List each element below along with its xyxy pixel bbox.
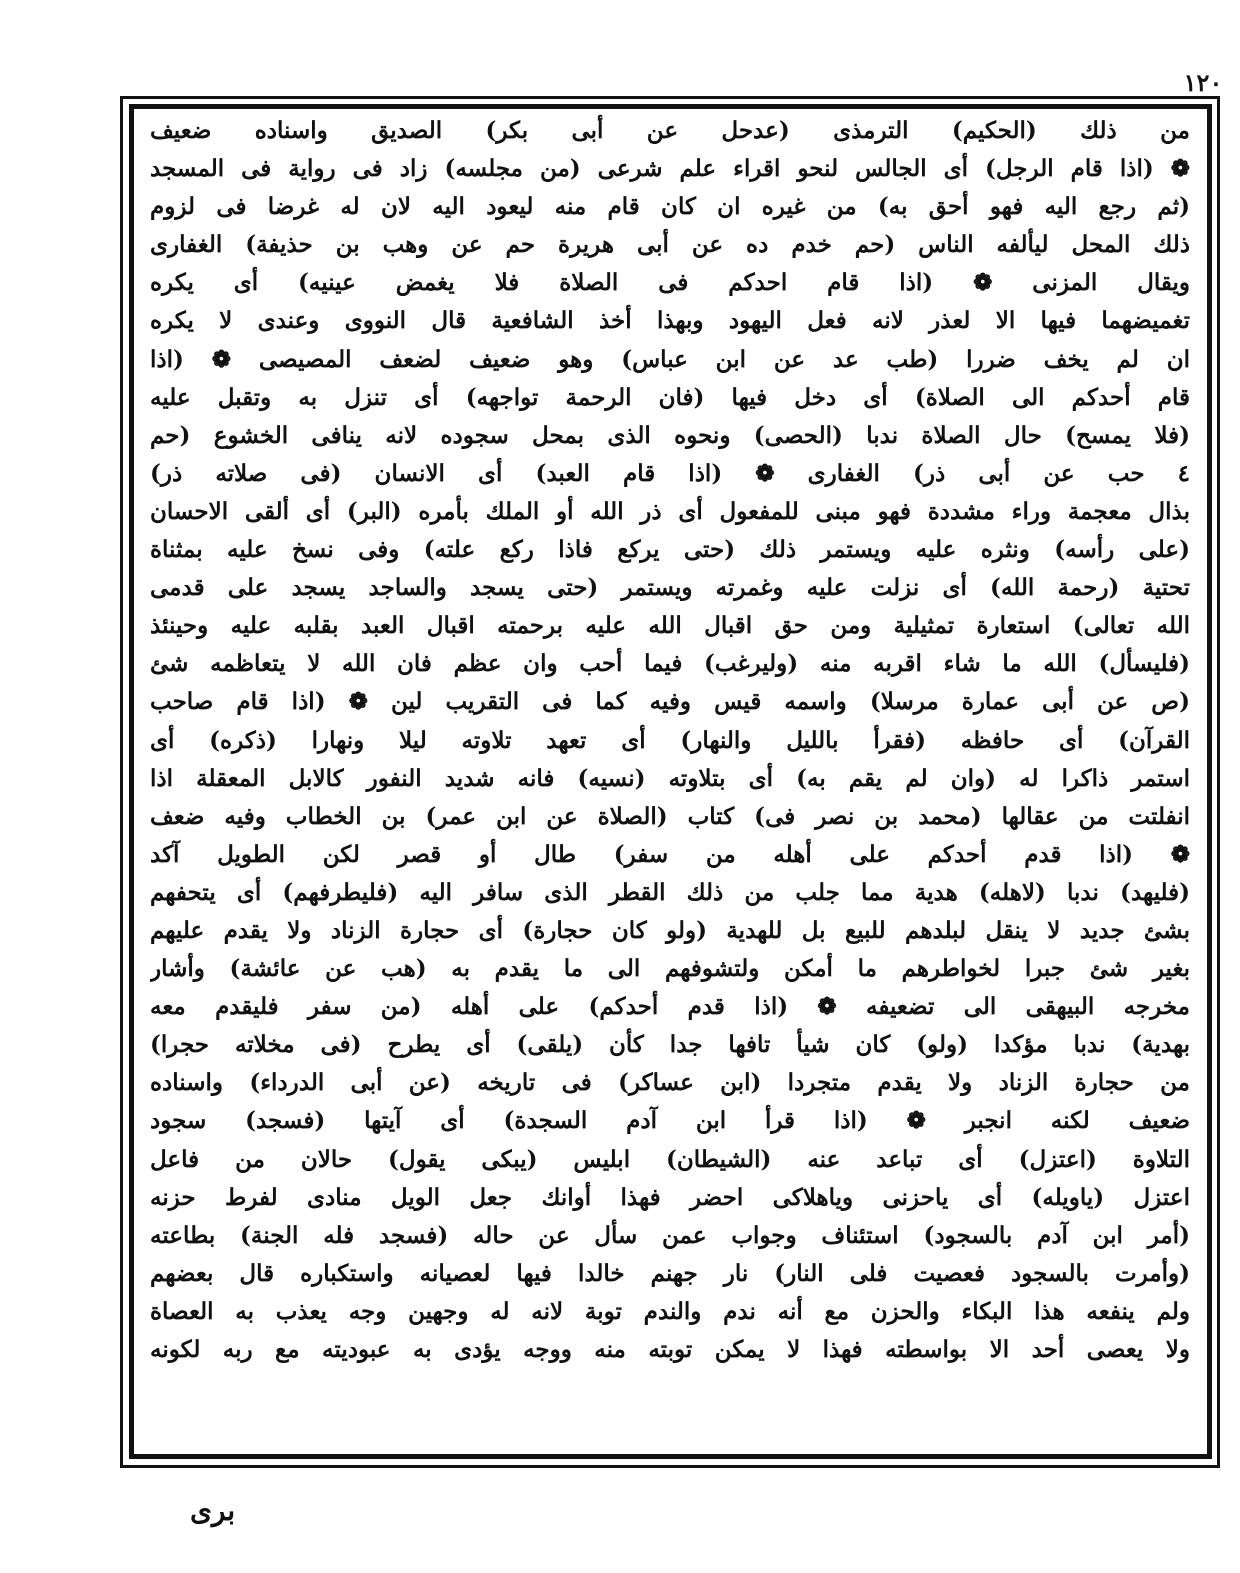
text-line: (وأمرت بالسجود فعصيت فلى النار) نار جهنم خالدا فيها لعصيانه واستكباره قال بعضهم xyxy=(150,1259,1190,1287)
text-line: (فليسأل) الله ما شاء اقربه منه (وليرغب) فيما أحب وان عظم فان الله لا يتعاظمه شئ xyxy=(150,650,1190,678)
text-line: بشئ جديد لا ينقل لبلدهم للبيع بل للهدية (ولو كان حجارة) أى حجارة الزناد ولا يقدم عليهم xyxy=(150,916,1190,944)
text-line: ٤ حب عن أبى ذر) الغفارى ❁ (اذا قام العبد) أى الانسان (فى صلاته ذر) xyxy=(150,459,1190,487)
text-line: ان لم يخف ضررا (طب عد عن ابن عباس) وهو ضعيف لضعف المصيصى ❁ (اذا xyxy=(150,345,1190,373)
text-line: بغير شئ جبرا لخواطرهم ما أمكن ولتشوفهم الى ما يقدم به (هب عن عائشة) وأشار xyxy=(150,955,1190,983)
text-line: ❁ (اذا قام الرجل) أى الجالس لنحو اقراء علم شرعى (من مجلسه) زاد فى رواية فى المسجد xyxy=(150,155,1190,183)
text-line: استمر ذاكرا له (وان لم يقم به) أى بتلاوته (نسيه) فانه شديد النفور كالابل المعقلة اذا xyxy=(150,764,1190,792)
text-line: تحتية (رحمة الله) أى نزلت عليه وغمرته ويستمر (حتى يسجد والساجد يسجد على قدمى xyxy=(150,574,1190,602)
text-line: مخرجه البيهقى الى تضعيفه ❁ (اذا قدم أحدكم) على أهله (من سفر فليقدم معه xyxy=(150,993,1190,1021)
text-line: ❁ (اذا قدم أحدكم على أهله من سفر) طال أو قصر لكن الطويل آكد xyxy=(150,840,1190,868)
text-line: الله تعالى) استعارة تمثيلية ومن حق اقبال الله عليه برحمته اقبال العبد بقلبه عليه وحينئذ xyxy=(150,612,1190,640)
text-line: ضعيف لكنه انجبر ❁ (اذا قرأ ابن آدم السجدة) أى آيتها (فسجد) سجود xyxy=(150,1107,1190,1135)
text-line: القرآن) أى حافظه (فقرأ بالليل والنهار) أى تعهد تلاوته ليلا ونهارا (ذكره) أى xyxy=(150,726,1190,754)
text-line: اعتزل (ياويله) أى ياحزنى وياهلاكى احضر فهذا أوانك جعل الويل منادى لفرط حزنه xyxy=(150,1183,1190,1211)
text-line: انفلتت من عقالها (محمد بن نصر فى) كتاب (الصلاة عن ابن عمر) بن الخطاب وفيه ضعف xyxy=(150,802,1190,830)
text-line: (فليهد) ندبا (لاهله) هدية مما جلب من ذلك القطر الذى سافر اليه (فليطرفهم) أى يتحفهم xyxy=(150,878,1190,906)
text-line: ويقال المزنى ❁ (اذا قام احدكم فى الصلاة فلا يغمض عينيه) أى يكره xyxy=(150,269,1190,297)
text-line: ولا يعصى أحد الا بواسطته فهذا لا يمكن توبته منه ووجه يؤدى به عبوديته مع ربه لكونه xyxy=(150,1336,1190,1363)
text-line: قام أحدكم الى الصلاة) أى دخل فيها (فان الرحمة تواجهه) أى تنزل به وتقبل عليه xyxy=(150,383,1190,411)
text-line: (على رأسه) ونثره عليه ويستمر ذلك (حتى يركع فاذا ركع علته) وفى نسخ عليه بمثناة xyxy=(150,536,1190,564)
text-line: ذلك المحل ليألفه الناس (حم خدم ده عن أبى هريرة حم عن وهب بن حذيفة) الغفارى xyxy=(150,231,1190,259)
footer-note: برى xyxy=(190,1494,236,1527)
text-line: من حجارة الزناد ولا يقدم متجردا (ابن عساكر) فى تاريخه (عن أبى الدرداء) واسناده xyxy=(150,1069,1190,1097)
text-line: ولم ينفعه هذا البكاء والحزن مع أنه ندم والندم توبة لانه له وجهين وجه يعذب به العصاة xyxy=(150,1297,1190,1325)
text-line: من ذلك (الحكيم) الترمذى (عدحل عن أبى بكر) الصديق واسناده ضعيف xyxy=(150,117,1190,144)
text-line: تغميضهما فيها الا لعذر لانه فعل اليهود وبهذا أخذ الشافعية قال النووى وعندى لا يكره xyxy=(150,307,1190,335)
text-line: (ثم رجع اليه فهو أحق به) من غيره ان كان قام منه ليعود اليه لان له غرضا فى لزوم xyxy=(150,193,1190,221)
text-line: (ص عن أبى عمارة مرسلا) واسمه قيس وفيه كما فى التقريب لين ❁ (اذا قام صاحب xyxy=(150,688,1190,716)
main-text xyxy=(150,112,1190,1457)
text-line: (فلا يمسح) حال الصلاة ندبا (الحصى) ونحوه الذى بمحل سجوده لانه ينافى الخشوع (حم xyxy=(150,421,1190,449)
text-line: بذال معجمة وراء مشددة فهو مبنى للمفعول أى ذر الله أو الملك بأمره (البر) أى ألقى الاحسان xyxy=(150,497,1190,525)
text-line: بهدية) ندبا مؤكدا (ولو) كان شيأ تافها جدا كأن (يلقى) أى يطرح (فى مخلاته حجرا) xyxy=(150,1031,1190,1059)
text-line: (أمر ابن آدم بالسجود) استئناف وجواب عمن سأل عن حاله (فسجد فله الجنة) بطاعته xyxy=(150,1221,1190,1249)
text-line: التلاوة (اعتزل) أى تباعد عنه (الشيطان) ابليس (يبكى يقول) حالان من فاعل xyxy=(150,1145,1190,1173)
page-number: ١٢٠ xyxy=(1183,68,1223,97)
